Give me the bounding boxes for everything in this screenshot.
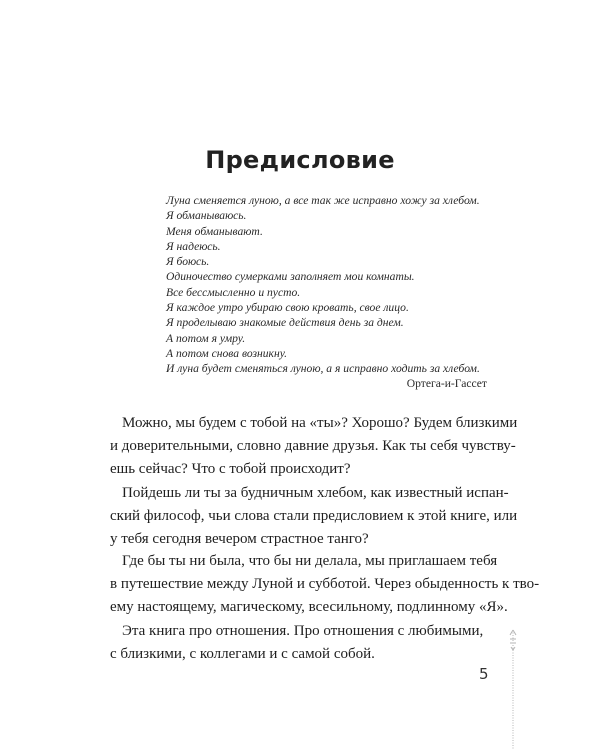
epigraph-line: Я каждое утро убираю свою кровать, свое лицо.: [166, 301, 409, 315]
paragraph-line: Пойдешь ли ты за будничным хлебом, как известный испан-: [122, 485, 509, 501]
epigraph-line: Одиночество сумерками заполняет мои комнаты.: [166, 270, 415, 284]
epigraph-line: Я надеюсь.: [166, 239, 221, 253]
epigraph-line: А потом снова возникну.: [166, 346, 288, 360]
epigraph-line: Все бессмысленно и пусто.: [166, 285, 301, 299]
paragraph-line: у тебя сегодня вечером страстное танго?: [110, 531, 369, 547]
epigraph-line: А потом я умру.: [166, 331, 246, 345]
epigraph-line: Луна сменяется луною, а все так же исправно хожу за хлебом.: [166, 194, 480, 207]
paragraph-line: и доверительными, словно давние друзья. Как ты себя чувству-: [110, 438, 516, 454]
paragraph-line: ешь сейчас? Что с тобой происходит?: [110, 461, 351, 477]
paragraph: [110, 620, 500, 666]
paragraph-line: ему настоящему, магическому, всесильному, подлинному «Я».: [110, 599, 508, 615]
epigraph-line: Я обманываюсь.: [166, 209, 247, 223]
paragraph-line: ский философ, чьи слова стали предисловием к этой книге, или: [110, 508, 518, 524]
epigraph-author: Ортега-и-Гассет: [406, 377, 487, 390]
paragraph: [110, 412, 518, 481]
page-number: 5: [479, 665, 489, 683]
epigraph-line: И луна будет сменяться луною, а я исправно ходить за хлебом.: [166, 362, 480, 376]
paragraph: [110, 482, 518, 551]
paragraph-line: с близкими, с коллегами и с самой собой.: [110, 646, 375, 662]
epigraph: [166, 193, 490, 377]
epigraph-line: Меня обманывают.: [166, 224, 263, 238]
chapter-title: Предисловие: [205, 146, 395, 174]
paragraph-line: Где бы ты ни была, что бы ни делала, мы приглашаем тебя: [122, 553, 498, 569]
paragraph: [110, 550, 540, 619]
epigraph-line: Я боюсь.: [166, 255, 210, 269]
paragraph-line: Эта книга про отношения. Про отношения с любимыми,: [122, 623, 484, 639]
epigraph-line: Я проделываю знакомые действия день за днем.: [166, 316, 404, 330]
margin-ornament-icon: [508, 628, 518, 750]
paragraph-line: Можно, мы будем с тобой на «ты»? Хорошо? Будем близкими: [122, 415, 518, 431]
paragraph-line: в путешествие между Луной и субботой. Через обыденность к тво-: [110, 576, 540, 592]
